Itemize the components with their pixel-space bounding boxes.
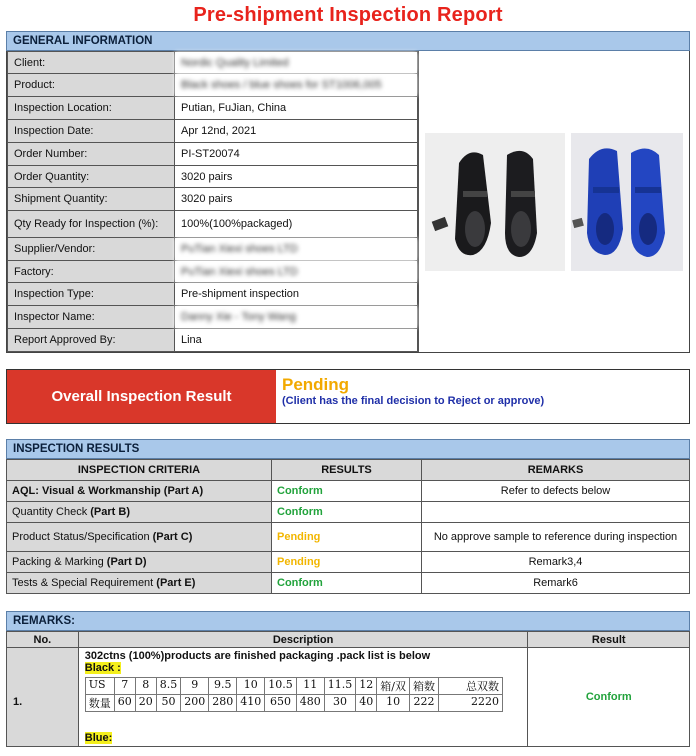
general-info-row bbox=[8, 328, 418, 351]
general-info-label: Supplier/Vendor: bbox=[8, 237, 175, 260]
criteria-name: Product Status/Specification bbox=[12, 531, 150, 543]
general-info-label: Report Approved By: bbox=[8, 328, 175, 351]
quantity-cell: 222 bbox=[409, 695, 438, 712]
result-status: Pending bbox=[272, 552, 422, 573]
size-cell: 8 bbox=[135, 678, 156, 695]
criteria-cell bbox=[7, 481, 272, 502]
general-info-row bbox=[8, 166, 418, 188]
general-info-value: 3020 pairs bbox=[175, 188, 418, 210]
size-cell: 箱/双 bbox=[377, 678, 410, 695]
blue-label: Blue: bbox=[84, 732, 113, 744]
quantity-cell: 650 bbox=[265, 695, 297, 712]
general-info-value: 100%(100%packaged) bbox=[175, 210, 418, 237]
result-remark: Remark6 bbox=[422, 573, 690, 594]
general-info-label: Client: bbox=[8, 52, 175, 74]
quantity-cell: 60 bbox=[114, 695, 135, 712]
size-cell: 10.5 bbox=[265, 678, 297, 695]
remarks-header: REMARKS: bbox=[6, 611, 690, 631]
criteria-cell bbox=[7, 502, 272, 523]
criteria-part: (Part B) bbox=[90, 506, 130, 518]
column-header-result: Result bbox=[528, 632, 690, 648]
general-info-label: Inspection Type: bbox=[8, 283, 175, 306]
criteria-name: AQL: Visual & Workmanship bbox=[12, 485, 161, 497]
general-information-table bbox=[7, 51, 418, 352]
general-info-value: Pre-shipment inspection bbox=[175, 283, 418, 306]
criteria-cell bbox=[7, 552, 272, 573]
black-shoes-image bbox=[425, 133, 565, 271]
general-info-label: Shipment Quantity: bbox=[8, 188, 175, 210]
remark-number: 1. bbox=[7, 648, 79, 747]
remarks-section bbox=[6, 611, 690, 747]
size-cell: 12 bbox=[356, 678, 377, 695]
quantity-cell: 410 bbox=[237, 695, 265, 712]
general-info-label: Order Number: bbox=[8, 142, 175, 165]
result-remark bbox=[422, 502, 690, 523]
general-info-row bbox=[8, 237, 418, 260]
blue-shoes-image bbox=[571, 133, 683, 271]
size-cell: 总双数 bbox=[438, 678, 502, 695]
size-cell: 7 bbox=[114, 678, 135, 695]
inspection-results-table bbox=[6, 459, 690, 594]
size-cell: 9.5 bbox=[209, 678, 237, 695]
overall-note: (Client has the final decision to Reject or approve) bbox=[282, 395, 545, 407]
quantity-cell: 20 bbox=[135, 695, 156, 712]
size-cell: 箱数 bbox=[409, 678, 438, 695]
overall-result-label: Overall Inspection Result bbox=[7, 370, 276, 423]
inspection-result-row bbox=[7, 523, 690, 552]
general-info-row bbox=[8, 74, 418, 97]
column-header-results: RESULTS bbox=[272, 460, 422, 481]
general-info-row bbox=[8, 210, 418, 237]
criteria-part: (Part C) bbox=[152, 531, 193, 543]
general-info-value: Danny Xie - Tony Wang bbox=[175, 306, 418, 328]
column-header-criteria: INSPECTION CRITERIA bbox=[7, 460, 272, 481]
size-cell: 10 bbox=[237, 678, 265, 695]
quantity-cell: 200 bbox=[181, 695, 209, 712]
quantity-cell: 10 bbox=[377, 695, 410, 712]
general-info-row bbox=[8, 97, 418, 119]
overall-status: Pending bbox=[282, 375, 350, 394]
criteria-part: (Part D) bbox=[106, 556, 147, 568]
criteria-name: Quantity Check bbox=[12, 506, 88, 518]
product-photo bbox=[418, 51, 689, 352]
quantity-cell: 2220 bbox=[438, 695, 502, 712]
inspection-result-row bbox=[7, 502, 690, 523]
criteria-cell bbox=[7, 573, 272, 594]
general-information-header: GENERAL INFORMATION bbox=[6, 31, 690, 51]
size-cell: US bbox=[85, 678, 114, 695]
report-title: Pre-shipment Inspection Report bbox=[193, 4, 503, 26]
quantity-cell: 480 bbox=[296, 695, 324, 712]
overall-result-section bbox=[6, 369, 690, 424]
size-cell: 8.5 bbox=[156, 678, 181, 695]
remark-description bbox=[78, 648, 528, 747]
size-quantity-table bbox=[85, 677, 503, 712]
quantity-cell: 40 bbox=[356, 695, 377, 712]
size-cell: 11.5 bbox=[324, 678, 356, 695]
general-info-value: PuTian Xiexi shoes LTD bbox=[175, 261, 418, 283]
general-info-label: Factory: bbox=[8, 261, 175, 283]
quantity-cell: 30 bbox=[324, 695, 356, 712]
remark-row bbox=[7, 648, 690, 747]
remark-line: 302ctns (100%)products are finished packaging .pack list is below bbox=[84, 650, 431, 662]
general-info-row bbox=[8, 188, 418, 210]
size-cell: 9 bbox=[181, 678, 209, 695]
general-info-row bbox=[8, 306, 418, 328]
remark-result: Conform bbox=[528, 648, 690, 747]
general-info-value: PuTian Xiexi shoes LTD bbox=[175, 237, 418, 260]
quantity-cell: 数量 bbox=[85, 695, 114, 712]
general-info-label: Inspection Date: bbox=[8, 119, 175, 142]
black-label: Black : bbox=[84, 662, 121, 674]
inspection-results-section bbox=[6, 439, 690, 594]
criteria-part: (Part E) bbox=[156, 577, 196, 589]
general-info-row bbox=[8, 119, 418, 142]
criteria-part: (Part A) bbox=[163, 485, 204, 497]
general-info-row bbox=[8, 142, 418, 165]
inspection-result-row bbox=[7, 552, 690, 573]
result-remark: Refer to defects below bbox=[422, 481, 690, 502]
general-info-value: Apr 12nd, 2021 bbox=[175, 119, 418, 142]
general-information-section bbox=[6, 31, 690, 353]
general-info-value: Black shoes / blue shoes for ST1006,005 bbox=[175, 74, 418, 97]
column-header-remarks: REMARKS bbox=[422, 460, 690, 481]
inspection-result-row bbox=[7, 573, 690, 594]
result-status: Conform bbox=[272, 502, 422, 523]
general-info-value: Lina bbox=[175, 328, 418, 351]
column-header-no: No. bbox=[7, 632, 79, 648]
size-row bbox=[85, 678, 502, 695]
general-info-value: Nordic Quality Limited bbox=[175, 52, 418, 74]
general-info-value: Putian, FuJian, China bbox=[175, 97, 418, 119]
general-info-value: PI-ST20074 bbox=[175, 142, 418, 165]
criteria-name: Tests & Special Requirement bbox=[12, 577, 154, 589]
quantity-cell: 50 bbox=[156, 695, 181, 712]
general-info-value: 3020 pairs bbox=[175, 166, 418, 188]
result-remark: Remark3,4 bbox=[422, 552, 690, 573]
general-info-label: Product: bbox=[8, 74, 175, 97]
result-status: Pending bbox=[272, 523, 422, 552]
general-info-label: Inspector Name: bbox=[8, 306, 175, 328]
quantity-row bbox=[85, 695, 502, 712]
result-remark: No approve sample to reference during inspection bbox=[422, 523, 690, 552]
size-cell: 11 bbox=[296, 678, 324, 695]
general-info-label: Inspection Location: bbox=[8, 97, 175, 119]
criteria-name: Packing & Marking bbox=[12, 556, 104, 568]
quantity-cell: 280 bbox=[209, 695, 237, 712]
inspection-result-row bbox=[7, 481, 690, 502]
remarks-table bbox=[6, 631, 690, 747]
general-info-label: Qty Ready for Inspection (%): bbox=[8, 210, 175, 237]
general-info-row bbox=[8, 52, 418, 74]
general-info-row bbox=[8, 283, 418, 306]
column-header-description: Description bbox=[78, 632, 528, 648]
result-status: Conform bbox=[272, 481, 422, 502]
inspection-results-header: INSPECTION RESULTS bbox=[6, 439, 690, 459]
criteria-cell bbox=[7, 523, 272, 552]
general-info-label: Order Quantity: bbox=[8, 166, 175, 188]
result-status: Conform bbox=[272, 573, 422, 594]
general-info-row bbox=[8, 261, 418, 283]
